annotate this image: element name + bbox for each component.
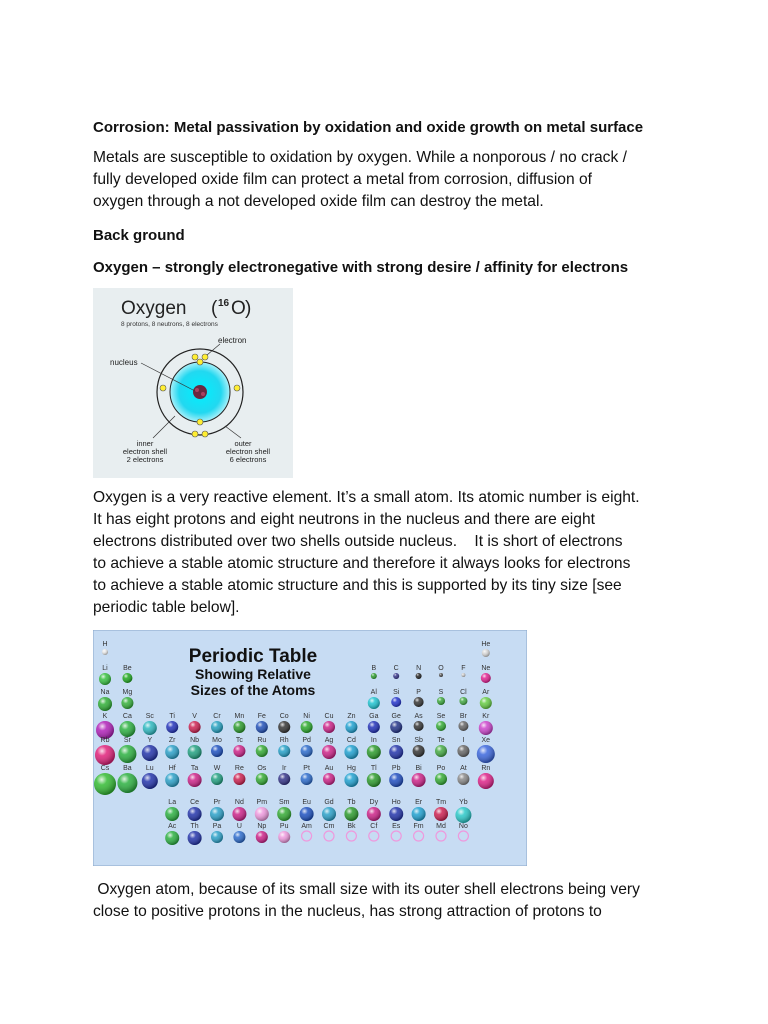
element-sphere-shade	[479, 721, 493, 735]
element-sphere-shade	[211, 721, 223, 733]
element-symbol: Ni	[303, 713, 310, 720]
label-inner-1: inner	[136, 439, 154, 448]
element-sphere-shade	[393, 673, 399, 679]
element-sphere-shade	[278, 745, 290, 757]
periodic-table-figure	[93, 630, 527, 866]
periodic-title-line-2: Showing Relative	[195, 666, 311, 682]
element-symbol: Se	[436, 713, 446, 720]
element-sphere-shade	[98, 697, 112, 711]
element-sphere-shade	[412, 773, 426, 787]
paragraph-line: Oxygen is a very reactive element. It’s a small atom. Its atomic number is eight.	[93, 489, 640, 506]
paragraph-line: Oxygen atom, because of its small size with its outer shell electrons being very	[93, 881, 640, 898]
document-title: Corrosion: Metal passivation by oxidation and oxide growth on metal surface	[93, 119, 644, 136]
element-symbol: P	[416, 689, 421, 696]
element-cu	[323, 713, 335, 733]
element-symbol: Yb	[459, 799, 468, 806]
element-sphere-shade	[233, 773, 245, 785]
element-pm	[255, 799, 269, 821]
element-sphere-shade	[165, 831, 179, 845]
intro-line: fully developed oxide film can protect a metal from corrosion, diffusion of	[93, 171, 592, 188]
intro-paragraph	[93, 147, 693, 213]
element-sphere-shade	[143, 721, 157, 735]
electron	[160, 385, 166, 391]
element-pu	[278, 823, 290, 843]
element-symbol: F	[461, 665, 466, 672]
element-sphere-shade	[121, 697, 133, 709]
element-symbol: Be	[123, 665, 132, 672]
element-sphere-shade	[458, 721, 468, 731]
label-outer-3: 6 electrons	[229, 455, 267, 464]
element-symbol: Ar	[482, 689, 490, 696]
element-symbol: Zr	[168, 737, 176, 744]
paragraph-line: periodic table below].	[93, 599, 240, 616]
electron	[192, 431, 198, 437]
element-sphere-shade	[94, 773, 116, 795]
element-symbol: Ne	[481, 665, 491, 672]
element-sphere-shade	[256, 745, 268, 757]
element-symbol: As	[414, 713, 423, 720]
element-sphere-shade	[99, 673, 111, 685]
element-sphere-shade	[344, 745, 358, 759]
element-sphere-shade	[256, 773, 268, 785]
element-symbol: Si	[393, 689, 400, 696]
element-sphere-shade	[322, 745, 336, 759]
element-symbol: Po	[436, 765, 446, 772]
element-sphere-shade	[416, 673, 422, 679]
element-co	[278, 713, 290, 733]
element-symbol: Hf	[168, 765, 176, 772]
element-symbol: N	[416, 665, 422, 672]
label-nucleus: nucleus	[110, 358, 138, 367]
element-sphere-shade	[457, 773, 469, 785]
element-symbol: Es	[392, 823, 401, 830]
element-symbol: At	[460, 765, 467, 772]
element-symbol: Ga	[369, 713, 379, 720]
element-sphere-shade	[118, 745, 136, 763]
element-symbol: Sr	[123, 737, 131, 744]
element-sphere-shade	[142, 773, 158, 789]
element-symbol: In	[370, 737, 377, 744]
element-sphere-shade	[256, 831, 268, 843]
oxygen-figure-title: Oxygen	[121, 298, 187, 319]
element-symbol: Cu	[324, 713, 334, 720]
element-mo	[211, 737, 223, 757]
background-heading: Back ground	[93, 227, 185, 244]
element-symbol: B	[371, 665, 377, 672]
element-symbol: Sb	[414, 737, 423, 744]
element-sphere-shade	[480, 697, 492, 709]
element-au	[323, 765, 335, 785]
element-sphere-shade	[278, 721, 290, 733]
element-sphere-shade	[413, 745, 425, 757]
paragraph-line: to achieve a stable atomic structure and this is supported by its tiny size [see	[93, 577, 622, 594]
element-symbol: Am	[301, 823, 312, 830]
label-outer-1: outer	[234, 439, 252, 448]
element-symbol: Dy	[369, 799, 379, 806]
element-symbol: Al	[370, 689, 377, 696]
element-sphere-shade	[301, 773, 313, 785]
element-sm	[277, 799, 291, 821]
paragraph-line: It has eight protons and eight neutrons in the nucleus and there are eight	[93, 511, 595, 528]
element-symbol: Sc	[145, 713, 154, 720]
element-symbol: I	[462, 737, 465, 744]
element-sphere-shade	[481, 673, 491, 683]
element-symbol: Pm	[256, 799, 268, 806]
oxygen-figure-subtitle: 8 protons, 8 neutrons, 8 electrons	[121, 321, 218, 328]
element-symbol: Tc	[235, 737, 243, 744]
element-sphere-shade	[437, 697, 445, 705]
element-symbol: Rn	[481, 765, 491, 772]
nucleus-particle	[201, 392, 205, 396]
element-rh	[278, 737, 290, 757]
element-sphere-shade	[301, 721, 313, 733]
element-symbol: Fe	[257, 713, 266, 720]
electron	[202, 431, 208, 437]
element-pa	[211, 823, 223, 843]
element-symbol: Ca	[122, 713, 132, 720]
element-symbol: Kr	[482, 713, 490, 720]
element-symbol: Sm	[278, 799, 290, 806]
element-sphere-shade	[344, 773, 358, 787]
element-symbol: He	[481, 641, 491, 648]
element-sphere-shade	[368, 697, 380, 709]
element-sphere-shade	[122, 673, 132, 683]
element-re	[233, 765, 245, 785]
element-sphere-shade	[211, 773, 223, 785]
element-sphere-shade	[461, 673, 465, 677]
element-sphere-shade	[389, 807, 403, 821]
element-symbol: Bk	[347, 823, 356, 830]
element-symbol: Ba	[123, 765, 132, 772]
element-sphere-shade	[117, 773, 137, 793]
element-symbol: S	[438, 689, 444, 696]
element-symbol: Pr	[213, 799, 221, 806]
element-symbol: Cm	[323, 823, 335, 830]
element-sphere-shade	[478, 773, 494, 789]
element-symbol: Y	[147, 737, 153, 744]
element-sphere-shade	[95, 745, 115, 765]
element-symbol: Gd	[324, 799, 334, 806]
oxygen-isotope-symbol: O	[231, 298, 246, 319]
oxygen-description-paragraph	[93, 487, 693, 619]
element-sphere-shade	[344, 807, 358, 821]
element-symbol: W	[213, 765, 221, 772]
element-sphere-shade	[482, 649, 490, 657]
element-sphere-shade	[389, 773, 403, 787]
element-symbol: Ru	[257, 737, 267, 744]
label-outer-2: electron shell	[225, 447, 271, 456]
element-symbol: Ho	[391, 799, 401, 806]
label-inner-3: 2 electrons	[126, 455, 164, 464]
element-sphere-shade	[256, 721, 268, 733]
element-symbol: Eu	[302, 799, 311, 806]
oxygen-attraction-paragraph	[93, 879, 693, 923]
element-sphere-shade	[412, 807, 426, 821]
element-symbol: Cs	[100, 765, 110, 772]
element-sphere-shade	[434, 807, 448, 821]
element-sphere-shade	[277, 807, 291, 821]
element-sphere-shade	[210, 807, 224, 821]
element-np	[256, 823, 268, 843]
element-sphere-shade	[389, 745, 403, 759]
element-symbol: Pu	[279, 823, 289, 830]
element-symbol: Pt	[303, 765, 310, 772]
element-symbol: V	[192, 713, 197, 720]
element-sphere-shade	[102, 649, 108, 655]
element-symbol: Ir	[282, 765, 287, 772]
element-symbol: La	[168, 799, 177, 806]
element-symbol: Tb	[347, 799, 356, 806]
element-symbol: Co	[279, 713, 289, 720]
element-symbol: Nb	[190, 737, 200, 744]
element-symbol: Mg	[122, 689, 133, 696]
element-symbol: Cd	[346, 737, 356, 744]
oxygen-figure-paren-close: )	[245, 298, 252, 319]
element-mg	[121, 689, 133, 709]
element-sphere-shade	[233, 831, 245, 843]
oxygen-figure-paren-open: (	[211, 298, 218, 319]
paragraph-line: close to positive protons in the nucleus, has strong attraction of protons to	[93, 903, 602, 920]
element-sphere-shade	[323, 721, 335, 733]
element-symbol: Xe	[481, 737, 491, 744]
label-inner-2: electron shell	[122, 447, 168, 456]
element-sphere-shade	[368, 721, 380, 733]
electron	[234, 385, 240, 391]
element-symbol: Li	[102, 665, 108, 672]
element-symbol: Ce	[190, 799, 200, 806]
element-sphere-shade	[211, 831, 223, 843]
element-sphere-shade	[459, 697, 467, 705]
element-sphere-shade	[367, 745, 381, 759]
element-symbol: Th	[190, 823, 199, 830]
element-symbol: Fm	[413, 823, 424, 830]
electron	[192, 354, 198, 360]
label-electron: electron	[218, 336, 247, 345]
element-sphere-shade	[436, 721, 446, 731]
element-sphere-shade	[367, 773, 381, 787]
element-sphere-shade	[165, 745, 179, 759]
element-symbol: Cr	[213, 713, 221, 720]
element-symbol: Tm	[435, 799, 447, 806]
element-symbol: Lu	[145, 765, 154, 772]
element-sphere-shade	[322, 807, 336, 821]
element-sphere-shade	[233, 745, 245, 757]
element-sphere-shade	[188, 773, 202, 787]
element-po	[435, 765, 447, 785]
paragraph-line: to achieve a stable atomic structure and therefore it always looks for electrons	[93, 555, 631, 572]
element-symbol: Zn	[347, 713, 356, 720]
element-sphere-shade	[371, 673, 377, 679]
oxygen-heading: Oxygen – strongly electronegative with strong desire / affinity for electrons	[93, 259, 629, 276]
element-symbol: K	[102, 713, 108, 720]
element-sphere-shade	[188, 807, 202, 821]
element-sphere-shade	[301, 745, 313, 757]
element-symbol: Nd	[234, 799, 244, 806]
element-symbol: U	[236, 823, 242, 830]
element-symbol: Pa	[212, 823, 222, 830]
element-sphere-shade	[345, 721, 357, 733]
element-symbol: Au	[324, 765, 334, 772]
element-symbol: No	[458, 823, 468, 830]
element-sphere-shade	[188, 745, 202, 759]
element-tm	[434, 799, 448, 821]
element-sphere-shade	[439, 673, 443, 677]
element-sphere-shade	[435, 745, 447, 757]
element-sphere-shade	[391, 697, 401, 707]
element-sphere-shade	[165, 807, 179, 821]
element-symbol: Np	[257, 823, 267, 830]
element-sphere-shade	[189, 721, 201, 733]
element-f	[461, 665, 465, 677]
element-symbol: Br	[459, 713, 467, 720]
element-sphere-shade	[166, 721, 178, 733]
element-symbol: Re	[234, 765, 244, 772]
element-symbol: Te	[437, 737, 445, 744]
element-symbol: Mo	[212, 737, 222, 744]
element-symbol: C	[393, 665, 399, 672]
oxygen-atom-diagram	[93, 288, 293, 478]
element-symbol: Ti	[169, 713, 175, 720]
element-ru	[256, 737, 268, 757]
element-sphere-shade	[211, 745, 223, 757]
element-sphere-shade	[477, 745, 495, 763]
electron	[197, 419, 203, 425]
element-symbol: Ac	[168, 823, 177, 830]
element-symbol: Cf	[370, 823, 378, 830]
element-symbol: O	[438, 665, 444, 672]
element-symbol: Na	[100, 689, 110, 696]
element-sphere-shade	[142, 745, 158, 761]
element-ga	[368, 713, 380, 733]
element-symbol: Ta	[190, 765, 199, 772]
element-mn	[233, 713, 245, 733]
intro-line: Metals are susceptible to oxidation by oxygen. While a nonporous / no crack /	[93, 149, 627, 166]
element-sphere-shade	[367, 807, 381, 821]
element-symbol: H	[102, 641, 108, 648]
element-sphere-shade	[435, 773, 447, 785]
element-symbol: Sn	[391, 737, 401, 744]
element-ge	[390, 713, 402, 733]
element-sphere-shade	[278, 831, 290, 843]
element-os	[256, 765, 268, 785]
element-sphere-shade	[414, 697, 424, 707]
element-sphere-shade	[278, 773, 290, 785]
element-symbol: Rb	[100, 737, 110, 744]
element-sphere-shade	[233, 721, 245, 733]
element-symbol: Bi	[415, 765, 422, 772]
element-sphere-shade	[457, 745, 469, 757]
element-symbol: Pb	[391, 765, 401, 772]
oxygen-isotope-mass: 16	[218, 298, 230, 309]
element-sphere-shade	[300, 807, 314, 821]
element-symbol: Tl	[370, 765, 377, 772]
element-symbol: Md	[436, 823, 446, 830]
element-symbol: Er	[415, 799, 423, 806]
element-pd	[301, 737, 313, 757]
element-sphere-shade	[255, 807, 269, 821]
element-sphere-shade	[165, 773, 179, 787]
element-sphere-shade	[323, 773, 335, 785]
element-symbol: Mn	[234, 713, 245, 720]
element-sphere-shade	[188, 831, 202, 845]
element-sphere-shade	[232, 807, 246, 821]
element-symbol: Pd	[302, 737, 311, 744]
element-symbol: Hg	[346, 765, 356, 772]
element-symbol: Ge	[391, 713, 401, 720]
element-sb	[413, 737, 425, 757]
element-sphere-shade	[119, 721, 135, 737]
element-sphere-shade	[455, 807, 471, 823]
periodic-title-line-3: Sizes of the Atoms	[190, 682, 316, 698]
nucleus	[193, 385, 207, 399]
element-sphere-shade	[390, 721, 402, 733]
paragraph-line: electrons distributed over two shells outside nucleus. It is short of electrons	[93, 533, 623, 550]
element-symbol: Rh	[279, 737, 289, 744]
periodic-title-line-1: Periodic Table	[188, 646, 318, 667]
electron	[197, 359, 203, 365]
element-sphere-shade	[414, 721, 424, 731]
element-symbol: Os	[257, 765, 267, 772]
element-symbol: Ag	[324, 737, 334, 744]
intro-line: oxygen through a not developed oxide film can destroy the metal.	[93, 193, 544, 210]
element-symbol: Cl	[460, 689, 467, 696]
nucleus-particle	[195, 388, 199, 392]
